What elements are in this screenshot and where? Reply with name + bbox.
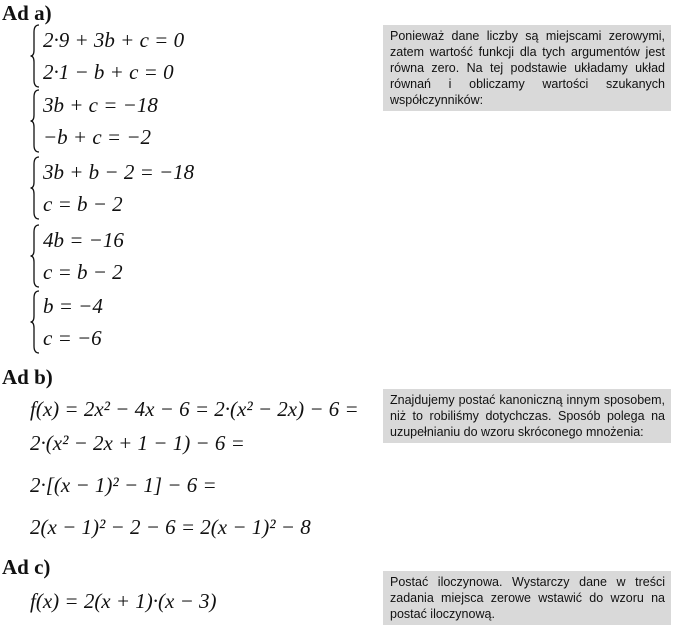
derivation-line-2: 2·(x² − 2x + 1 − 1) − 6 = xyxy=(30,431,245,455)
left-brace-icon xyxy=(30,89,40,153)
note-section-b: Znajdujemy postać kanoniczną innym sposobem, niż to robiliśmy dotychczas. Sposób polega na uzupełnianiu do wzoru skróconego mnożenia: xyxy=(383,389,671,443)
heading-ad-a: Ad a) xyxy=(2,1,52,25)
system-3-eq-1: 3b + b − 2 = −18 xyxy=(43,160,195,184)
note-section-c: Postać iloczynowa. Wystarczy dane w treści zadania miejsca zerowe wstawić do wzoru na postać iloczynową. xyxy=(383,571,671,625)
system-1-eq-1: 2·9 + 3b + c = 0 xyxy=(43,28,185,52)
system-1-eq-2: 2·1 − b + c = 0 xyxy=(43,60,174,84)
system-4-eq-1: 4b = −16 xyxy=(43,228,124,252)
left-brace-icon xyxy=(30,24,40,88)
system-3-eq-2: c = b − 2 xyxy=(43,192,123,216)
system-2-eq-2: −b + c = −2 xyxy=(43,125,152,149)
derivation-line-4: 2(x − 1)² − 2 − 6 = 2(x − 1)² − 8 xyxy=(30,515,311,539)
left-brace-icon xyxy=(30,224,40,288)
derivation-line-3: 2·[(x − 1)² − 1] − 6 = xyxy=(30,473,217,497)
system-2-eq-1: 3b + c = −18 xyxy=(43,93,158,117)
system-4-eq-2: c = b − 2 xyxy=(43,260,123,284)
derivation-line-1: f(x) = 2x² − 4x − 6 = 2·(x² − 2x) − 6 = xyxy=(30,397,359,421)
left-brace-icon xyxy=(30,290,40,354)
heading-ad-c: Ad c) xyxy=(2,555,51,579)
left-brace-icon xyxy=(30,156,40,220)
factored-form-line: f(x) = 2(x + 1)·(x − 3) xyxy=(30,589,217,613)
system-5-eq-1: b = −4 xyxy=(43,294,103,318)
note-section-a: Ponieważ dane liczby są miejscami zerowymi, zatem wartość funkcji dla tych argumentów jest równa zero. Na tej podstawie układamy układ równań i obliczamy wartości szukanych współczynników: xyxy=(383,25,671,111)
heading-ad-b: Ad b) xyxy=(2,365,53,389)
system-5-eq-2: c = −6 xyxy=(43,326,102,350)
